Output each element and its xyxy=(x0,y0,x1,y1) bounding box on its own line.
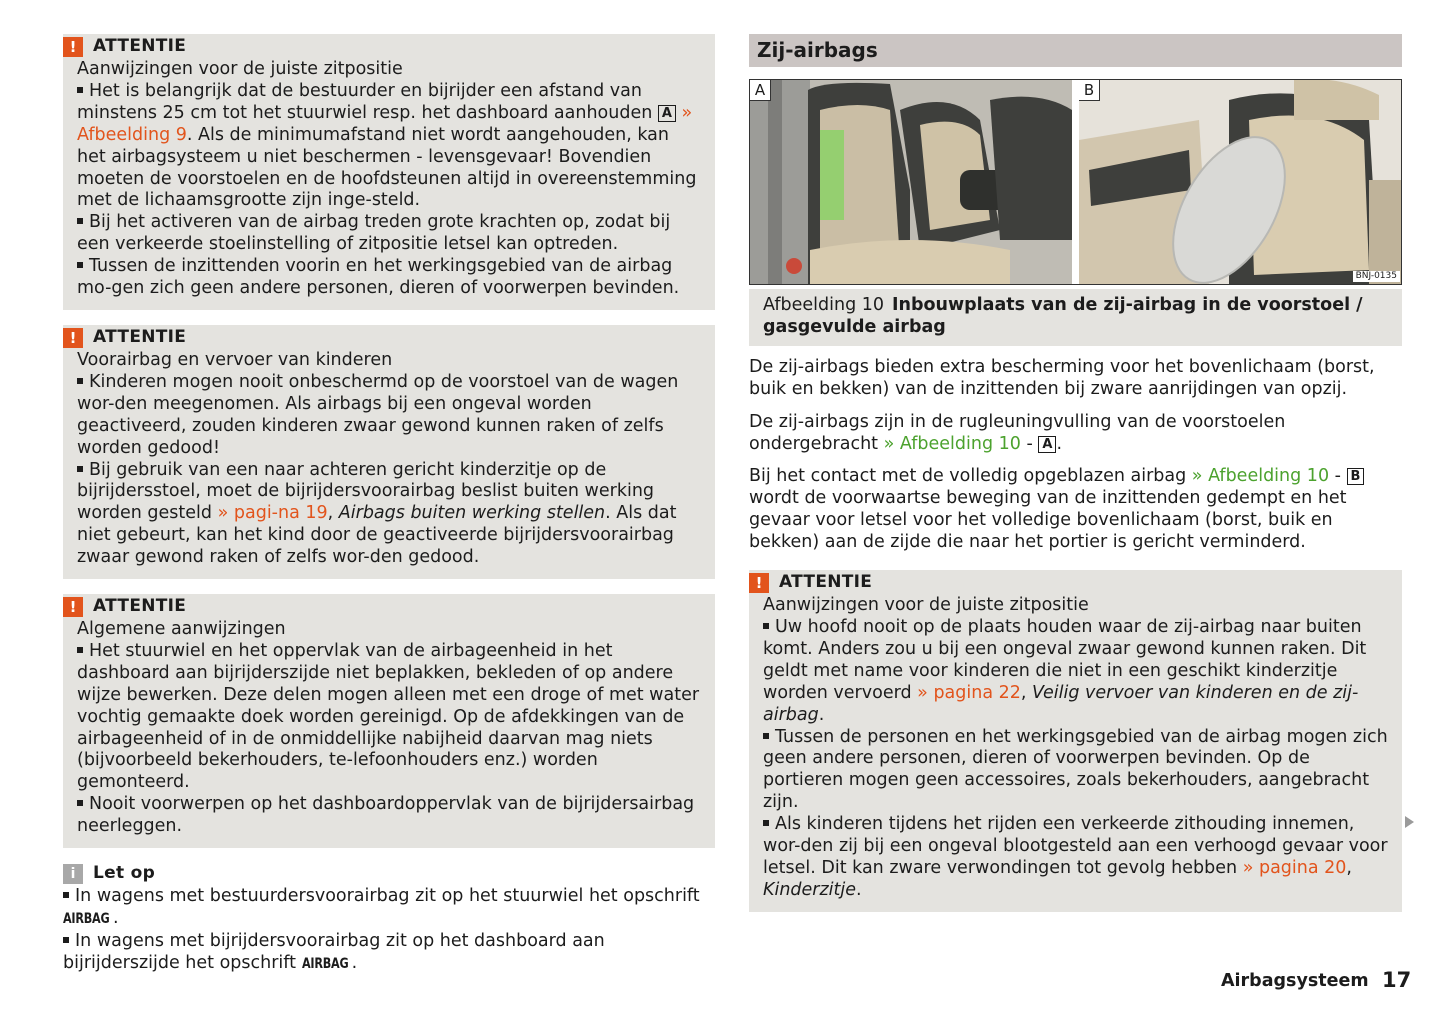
bullet-square-icon xyxy=(763,733,769,739)
warning-box-seating xyxy=(63,34,715,310)
bullet-end: . xyxy=(818,704,825,725)
warning-title: ATTENTIE xyxy=(93,596,187,617)
footer-chapter-title: Airbagsysteem xyxy=(1221,971,1369,991)
bullet-square-icon xyxy=(77,262,83,268)
bullet-item xyxy=(77,81,701,212)
next-page-arrow-icon[interactable] xyxy=(1405,816,1414,828)
figure-link[interactable]: » Afbeelding 10 xyxy=(1191,466,1330,487)
figure-link[interactable]: » Afbeelding 10 xyxy=(883,433,1021,454)
bullet-square-icon xyxy=(763,820,769,826)
page-link[interactable]: » pagina 22 xyxy=(917,682,1021,703)
left-column xyxy=(63,34,715,976)
bullet-item xyxy=(763,814,1388,902)
warning-icon: ! xyxy=(63,597,83,617)
section-title: Zij-airbags xyxy=(749,34,1402,67)
separator: - xyxy=(1329,466,1347,487)
bullet-item xyxy=(63,931,715,976)
bullet-item xyxy=(77,256,701,300)
warning-title: ATTENTIE xyxy=(93,327,187,348)
seat-illustration xyxy=(750,80,1072,284)
separator: , xyxy=(327,503,339,524)
link-title-italic: Veilig vervoer van kinderen en de zij-airbag xyxy=(763,682,1359,725)
figure-ref-box: A xyxy=(658,105,676,122)
bullet-item xyxy=(63,886,715,931)
bullet-text: Het stuurwiel en het oppervlak van de airbageenheid in het dashboard aan bijrijderszijde niet beplakken, bekleden of op andere wijze bewerken. Deze delen mogen alleen met een droge of met water vochtig gemaakte doek worden gereinigd. Op de afdekkingen van de airbageenheid of in de onmiddellijke nabijheid daarvan mag niets (bijvoorbeeld bekerhouders, te-lefoonhouders enz.) worden gemonteerd. xyxy=(77,640,700,793)
page-link[interactable]: » pagi-na 19 xyxy=(217,503,328,524)
bullet-text: Uw hoofd nooit op de plaats houden waar de zij-airbag naar buiten komt. Anders zou u bij een ongeval zwaar gewond kunnen raken. Dit geldt met name voor kinderen die niet in een geschikt kinderzitje worden vervoerd xyxy=(763,616,1367,703)
separator: - xyxy=(1020,433,1039,454)
link-title-italic: Airbags buiten werking stellen xyxy=(338,503,606,524)
paragraph-2 xyxy=(749,412,1402,456)
warning-box-general xyxy=(63,594,715,848)
bullet-text: Bij gebruik van een naar achteren gericht kinderzitje op de bijrijdersstoel, moet de bijrijdersvoorairbag beslist buiten werking worden gesteld xyxy=(77,459,655,524)
bullet-text: Het is belangrijk dat de bestuurder en bijrijder een afstand van minstens 25 cm tot het stuurwiel resp. het dashboard aanhouden xyxy=(77,80,653,123)
figure-ref-box: B xyxy=(1347,468,1365,485)
figure-divider xyxy=(1072,80,1079,284)
airbag-label: AIRBAG xyxy=(63,911,110,927)
bullet-item xyxy=(77,372,701,460)
paragraph-text: wordt de voorwaartse beweging van de inzittenden gedempt en het gevaar voor letsel voor het volledige bovenlichaam (borst, buik en bekken) aan de zijde die naar het portier is gericht verminderd. xyxy=(749,488,1347,553)
warning-icon: ! xyxy=(63,328,83,348)
bullet-item xyxy=(763,727,1388,815)
bullet-text: In wagens met bestuurdersvoorairbag zit op het stuurwiel het opschrift xyxy=(75,886,700,907)
bullet-item xyxy=(77,212,701,256)
airbag-label: AIRBAG xyxy=(301,955,349,972)
bullet-item xyxy=(77,641,701,794)
figure-link[interactable]: » Afbeelding 9 xyxy=(77,102,693,145)
bullet-square-icon xyxy=(77,87,83,93)
bullet-square-icon xyxy=(63,937,69,943)
figure-panel-a xyxy=(750,80,1072,284)
bullet-end: . xyxy=(351,952,358,973)
page-number: 17 xyxy=(1382,968,1412,992)
warning-subtitle: Aanwijzingen voor de juiste zitpositie xyxy=(77,59,403,79)
page-link[interactable]: » pagina 20 xyxy=(1242,857,1347,878)
note-title: Let op xyxy=(93,863,156,884)
bullet-text: Nooit voorwerpen op het dashboardoppervlak van de bijrijdersairbag neerleggen. xyxy=(77,794,695,837)
warning-box-side-airbag xyxy=(749,570,1402,912)
paragraph-3 xyxy=(749,466,1402,554)
separator: , xyxy=(1346,857,1352,878)
bullet-end: . xyxy=(856,879,862,900)
figure-code: BNJ-0135 xyxy=(1353,271,1400,282)
figure-ref-box: A xyxy=(1038,436,1056,453)
figure-label-b: B xyxy=(1079,80,1100,101)
bullet-end: . xyxy=(113,908,119,928)
bullet-item xyxy=(77,794,701,838)
bullet-text: Kinderen mogen nooit onbeschermd op de voorstoel van de wagen wor-den meegenomen. Als airbags bij een ongeval worden geactiveerd, zouden kinderen zwaar gewond kunnen raken of zelfs worden gedood! xyxy=(77,371,679,458)
paragraph-text: Bij het contact met de volledig opgeblazen airbag xyxy=(749,466,1187,487)
bullet-item xyxy=(77,460,701,570)
paragraph-1: De zij-airbags bieden extra bescherming voor het bovenlichaam (borst, buik en bekken) van de inzittenden bij zware aanrijdingen van opzij. xyxy=(749,356,1375,399)
figure-label-a: A xyxy=(750,80,771,101)
bullet-text: Tussen de personen en het werkingsgebied van de airbag mogen zich geen andere personen, dieren of voorwerpen bevinden. Op de portieren mogen geen accessoires, zoals bekerhouders, aangebracht zijn. xyxy=(763,726,1388,813)
airbag-illustration xyxy=(1079,80,1402,284)
bullet-square-icon xyxy=(77,466,83,472)
warning-icon: ! xyxy=(749,573,769,593)
right-column xyxy=(749,34,1402,927)
figure-caption xyxy=(749,289,1402,346)
warning-header xyxy=(63,327,701,349)
warning-header xyxy=(749,572,1388,594)
warning-subtitle: Voorairbag en vervoer van kinderen xyxy=(77,349,393,370)
warning-subtitle: Aanwijzingen voor de juiste zitpositie xyxy=(763,595,1089,616)
warning-header xyxy=(63,596,701,618)
bullet-text: Bij het activeren van de airbag treden grote krachten op, zodat bij een verkeerde stoelinstelling of zitpositie letsel kan optreden. xyxy=(77,212,671,255)
bullet-text: . Als dat niet gebeurt, kan het kind door de geactiveerde bijrijdersvoorairbag zwaar gewond raken of zelfs wor-den gedood. xyxy=(77,503,677,568)
bullet-text: Als kinderen tijdens het rijden een verkeerde zithouding innemen, wor-den zij bij een ongeval blootgesteld aan een verhoogd gevaar voor letsel. Dit kan zware verwondingen tot gevolg hebben xyxy=(763,814,1388,878)
separator: , xyxy=(1020,682,1033,703)
note-header xyxy=(63,863,715,885)
caption-number: Afbeelding 10 xyxy=(763,295,885,315)
warning-box-children xyxy=(63,325,715,579)
info-icon: i xyxy=(63,864,83,884)
warning-title: ATTENTIE xyxy=(779,572,873,593)
warning-icon: ! xyxy=(63,37,83,57)
figure-side-airbags xyxy=(749,79,1402,285)
link-title-italic: Kinderzitje xyxy=(763,879,857,900)
bullet-square-icon xyxy=(763,623,769,629)
bullet-square-icon xyxy=(77,800,83,806)
bullet-square-icon xyxy=(63,892,69,898)
bullet-item xyxy=(763,617,1388,727)
figure-panel-b xyxy=(1079,80,1402,284)
bullet-square-icon xyxy=(77,647,83,653)
bullet-square-icon xyxy=(77,218,83,224)
warning-header xyxy=(63,36,701,58)
paragraph-text: De zij-airbags zijn in de rugleuningvulling van de voorstoelen ondergebracht xyxy=(749,411,1286,454)
bullet-square-icon xyxy=(77,378,83,384)
bullet-text: . Als de minimumafstand niet wordt aangehouden, kan het airbagsysteem u niet beschermen - levensgevaar! Bovendien moeten de voorstoelen en de hoofdsteunen altijd in overeenstemming met de lichaamsgrootte zijn inge-steld. xyxy=(77,124,697,211)
paragraph-end: . xyxy=(1056,433,1063,454)
note-box xyxy=(63,863,715,976)
warning-title: ATTENTIE xyxy=(93,36,187,57)
bullet-text: Tussen de inzittenden voorin en het werkingsgebied van de airbag mo-gen zich geen andere personen, dieren of voorwerpen bevinden. xyxy=(77,256,680,299)
warning-subtitle: Algemene aanwijzingen xyxy=(77,619,286,640)
bullet-text: In wagens met bijrijdersvoorairbag zit op het dashboard aan bijrijderszijde het opschrift xyxy=(63,930,605,973)
caption-title: Inbouwplaats van de zij-airbag in de voorstoel / gasgevulde airbag xyxy=(763,295,1363,337)
